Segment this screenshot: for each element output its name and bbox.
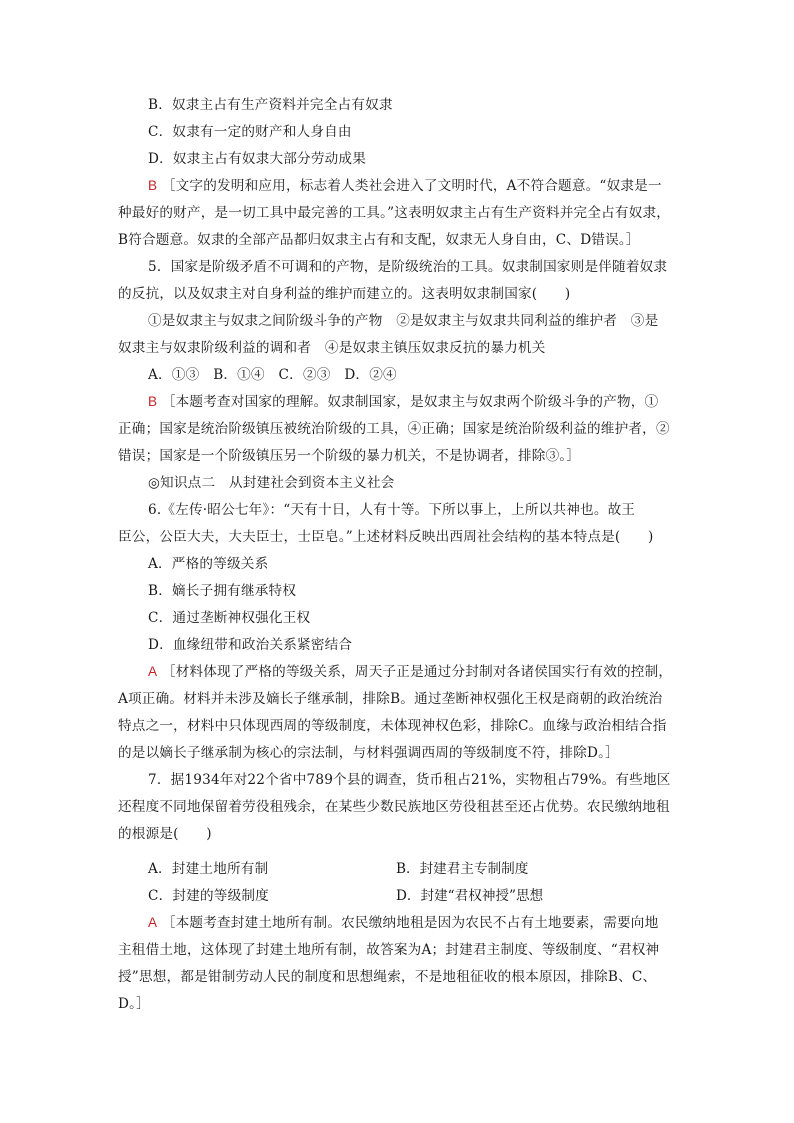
q7-explanation-line-2: 主租借土地，这体现了封建土地所有制，故答案为A；封建君主制度、等级制度、“君权神 xyxy=(118,942,660,958)
q4-option-c: C．奴隶有一定的财产和人身自由 xyxy=(148,124,352,140)
q5-explanation-line-1: B ［本题考查对国家的理解。奴隶制国家，是奴隶主与奴隶两个阶级斗争的产物，① xyxy=(148,394,659,410)
q7-option-c: C．封建的等级制度 xyxy=(148,888,269,904)
q6-explanation-line-4: 的是以嫡长子继承制为核心的宗法制，与材料强调西周的等级制度不符，排除D。］ xyxy=(118,745,619,761)
q5-options: A．①③ B．①④ C．②③ D．②④ xyxy=(148,367,397,383)
q7-option-a: A．封建土地所有制 xyxy=(148,861,269,877)
q4-explanation-line-2: 种最好的财产，是一切工具中最完善的工具。”这表明奴隶主占有生产资料并完全占有奴隶， xyxy=(118,205,671,221)
q7-explanation-line-4: D。］ xyxy=(118,996,150,1012)
q6-explanation-line-1: A ［材料体现了严格的等级关系，周天子正是通过分封制对各诸侯国实行有效的控制， xyxy=(148,664,673,680)
q7-option-d: D．封建“君权神授”思想 xyxy=(396,888,544,904)
q6-explanation-line-3: 特点之一，材料中只体现西周的等级制度，未体现神权色彩，排除C。血缘与政治相结合指 xyxy=(118,718,667,734)
q7-stem-line-1: 7．据1934年对22个省中789个县的调查，货币租占21%，实物租占79%。有些地区 xyxy=(148,772,671,788)
q4-answer: B xyxy=(148,178,158,193)
q7-answer: A xyxy=(148,915,158,930)
q6-explanation-line-2: A项正确。材料并未涉及嫡长子继承制，排除B。通过垄断神权强化王权是商朝的政治统治 xyxy=(118,691,663,707)
q6-stem-line-2: 臣公，公臣大夫，大夫臣士，士臣皂。”上述材料反映出西周社会结构的基本特点是( ) xyxy=(118,529,654,545)
q4-explanation-line-3: B符合题意。奴隶的全部产品都归奴隶主占有和支配，奴隶无人身自由，C、D错误。］ xyxy=(118,232,640,248)
q5-stem-line-1: 5．国家是阶级矛盾不可调和的产物，是阶级统治的工具。奴隶制国家则是伴随着奴隶 xyxy=(148,259,668,275)
q5-statements-line-1: ①是奴隶主与奴隶之间阶级斗争的产物 ②是奴隶主与奴隶共同利益的维护者 ③是 xyxy=(148,313,659,329)
q6-option-d: D．血缘纽带和政治关系紧密结合 xyxy=(148,637,353,653)
q6-option-b: B．嫡长子拥有继承特权 xyxy=(148,583,297,599)
section-heading: ◎知识点二 从封建社会到资本主义社会 xyxy=(148,475,395,491)
q7-stem-line-3: 的根源是( ) xyxy=(118,826,212,842)
q5-explanation-line-3: 错误；国家是一个阶级镇压另一个阶级的暴力机关，不是协调者，排除③。］ xyxy=(118,448,581,464)
q6-stem-line-1: 6.《左传·昭公七年》：“天有十日，人有十等。下所以事上，上所以共神也。故王 xyxy=(148,502,636,518)
q7-option-b: B．封建君主专制制度 xyxy=(396,861,529,877)
q7-stem-line-2: 还程度不同地保留着劳役租残余，在某些少数民族地区劳役租甚至还占优势。农民缴纳地租 xyxy=(118,799,670,815)
q6-answer: A xyxy=(148,664,158,679)
q4-explanation-line-1: B ［文字的发明和应用，标志着人类社会进入了文明时代，A不符合题意。“奴隶是一 xyxy=(148,178,662,194)
q5-stem-line-2: 的反抗，以及奴隶主对自身利益的维护而建立的。这表明奴隶制国家( ) xyxy=(118,286,571,302)
q5-answer: B xyxy=(148,394,158,409)
q7-explanation-line-1: A ［本题考查封建土地所有制。农民缴纳地租是因为农民不占有土地要素，需要向地 xyxy=(148,915,659,931)
q5-statements-line-2: 奴隶主与奴隶阶级利益的调和者 ④是奴隶主镇压奴隶反抗的暴力机关 xyxy=(118,340,546,356)
q7-explanation-line-3: 授”思想，都是钳制劳动人民的制度和思想绳索，不是地租征收的根本原因，排除B、C、 xyxy=(118,969,657,985)
q6-option-a: A．严格的等级关系 xyxy=(148,556,269,572)
q5-explanation-line-2: 正确；国家是统治阶级镇压被统治阶级的工具，④正确；国家是统治阶级利益的维护者，② xyxy=(118,421,670,437)
q6-option-c: C．通过垄断神权强化王权 xyxy=(148,610,311,626)
q4-option-d: D．奴隶主占有奴隶大部分劳动成果 xyxy=(148,151,367,167)
q4-option-b: B．奴隶主占有生产资料并完全占有奴隶 xyxy=(148,97,393,113)
